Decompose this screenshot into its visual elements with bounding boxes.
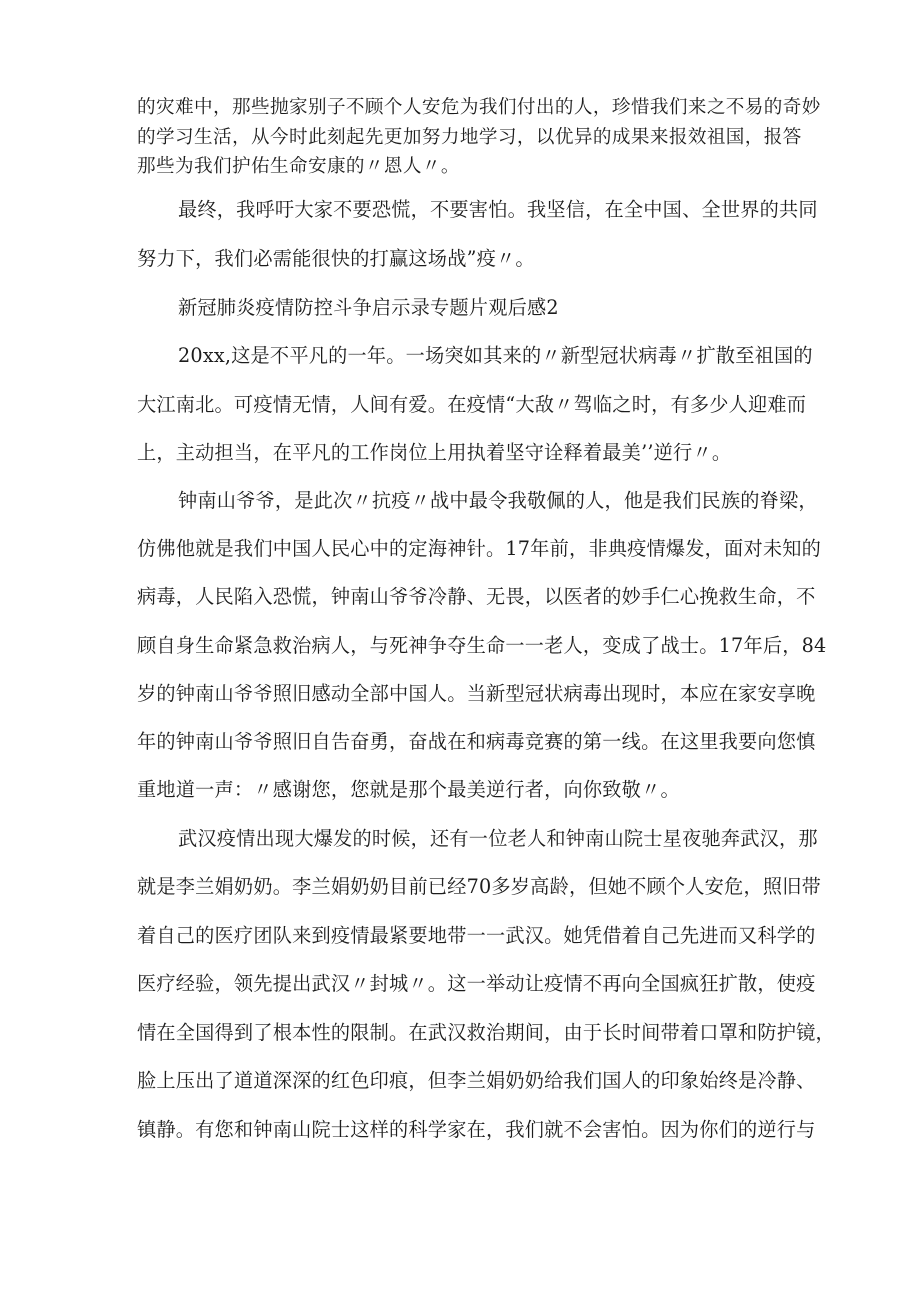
text-line: 20xx,这是不平凡的一年。一场突如其来的〃新型冠状病毒〃扩散至祖国的 <box>178 344 813 367</box>
text-line: 武汉疫情出现大爆发的时候，还有一位老人和钟南山院士星夜驰奔武汉，那 <box>178 827 818 850</box>
text-line: 着自己的医疗团队来到疫情最紧要地带一一武汉。她凭借着自己先进而又科学的 <box>137 924 816 947</box>
text-line: 大江南北。可疫情无情，人间有爱。在疫情“大敌〃驾临之时，有多少人迎难而 <box>137 393 807 416</box>
text-line: 努力下，我们必需能很快的打赢这场战”疫〃。 <box>137 247 535 270</box>
text-line: 就是李兰娟奶奶。李兰娟奶奶目前已经70多岁高龄，但她不顾个人安危，照旧带 <box>137 875 821 898</box>
text-line: 那些为我们护佑生命安康的〃恩人〃。 <box>137 156 460 177</box>
text-line: 最终，我呼吁大家不要恐慌，不要害怕。我坚信，在全中国、全世界的共同 <box>178 198 818 221</box>
text-line: 年的钟南山爷爷照旧自告奋勇，奋战在和病毒竞赛的第一线。在这里我要向您慎 <box>137 730 816 753</box>
text-line: 仿佛他就是我们中国人民心中的定海神针。17年前，非典疫情爆发，面对未知的 <box>137 537 821 560</box>
text-line: 情在全国得到了根本性的限制。在武汉救治期间，由于长时间带着口罩和防护镜， <box>137 1021 835 1044</box>
text-line: 镇静。有您和钟南山院士这样的科学家在，我们就不会害怕。因为你们的逆行与 <box>137 1118 816 1141</box>
text-line: 岁的钟南山爷爷照旧感动全部中国人。当新型冠状病毒出现时，本应在家安享晚 <box>137 682 816 705</box>
text-line: 顾自身生命紧急救治病人，与死神争夺生命一一老人，变成了战士。17年后，84 <box>137 634 827 657</box>
text-line: 钟南山爷爷，是此次〃抗疫〃战中最令我敬佩的人，他是我们民族的脊梁， <box>178 489 818 512</box>
text-line: 的灾难中，那些抛家别子不顾个人安危为我们付出的人，珍惜我们来之不易的奇妙 <box>137 97 821 118</box>
section-title: 新冠肺炎疫情防控斗争启示录专题片观后感2 <box>178 296 559 319</box>
text-line: 重地道一声：〃感谢您，您就是那个最美逆行者，向你致敬〃。 <box>137 778 680 801</box>
text-line: 脸上压出了道道深深的红色印痕，但李兰娟奶奶给我们国人的印象始终是冷静、 <box>137 1069 816 1092</box>
text-line: 病毒，人民陷入恐慌，钟南山爷爷冷静、无畏，以医者的妙手仁心挽救生命，不 <box>137 585 816 608</box>
text-line: 的学习生活，从今时此刻起先更加努力地学习，以优异的成果来报效祖国，报答 <box>137 127 802 148</box>
text-line: 医疗经验，领先提出武汉〃封城〃。这一举动让疫情不再向全国疯狂扩散，使疫 <box>137 972 816 995</box>
text-line: 上，主动担当，在平凡的工作岗位上用执着坚守诠释着最美’’逆行〃。 <box>137 441 732 464</box>
